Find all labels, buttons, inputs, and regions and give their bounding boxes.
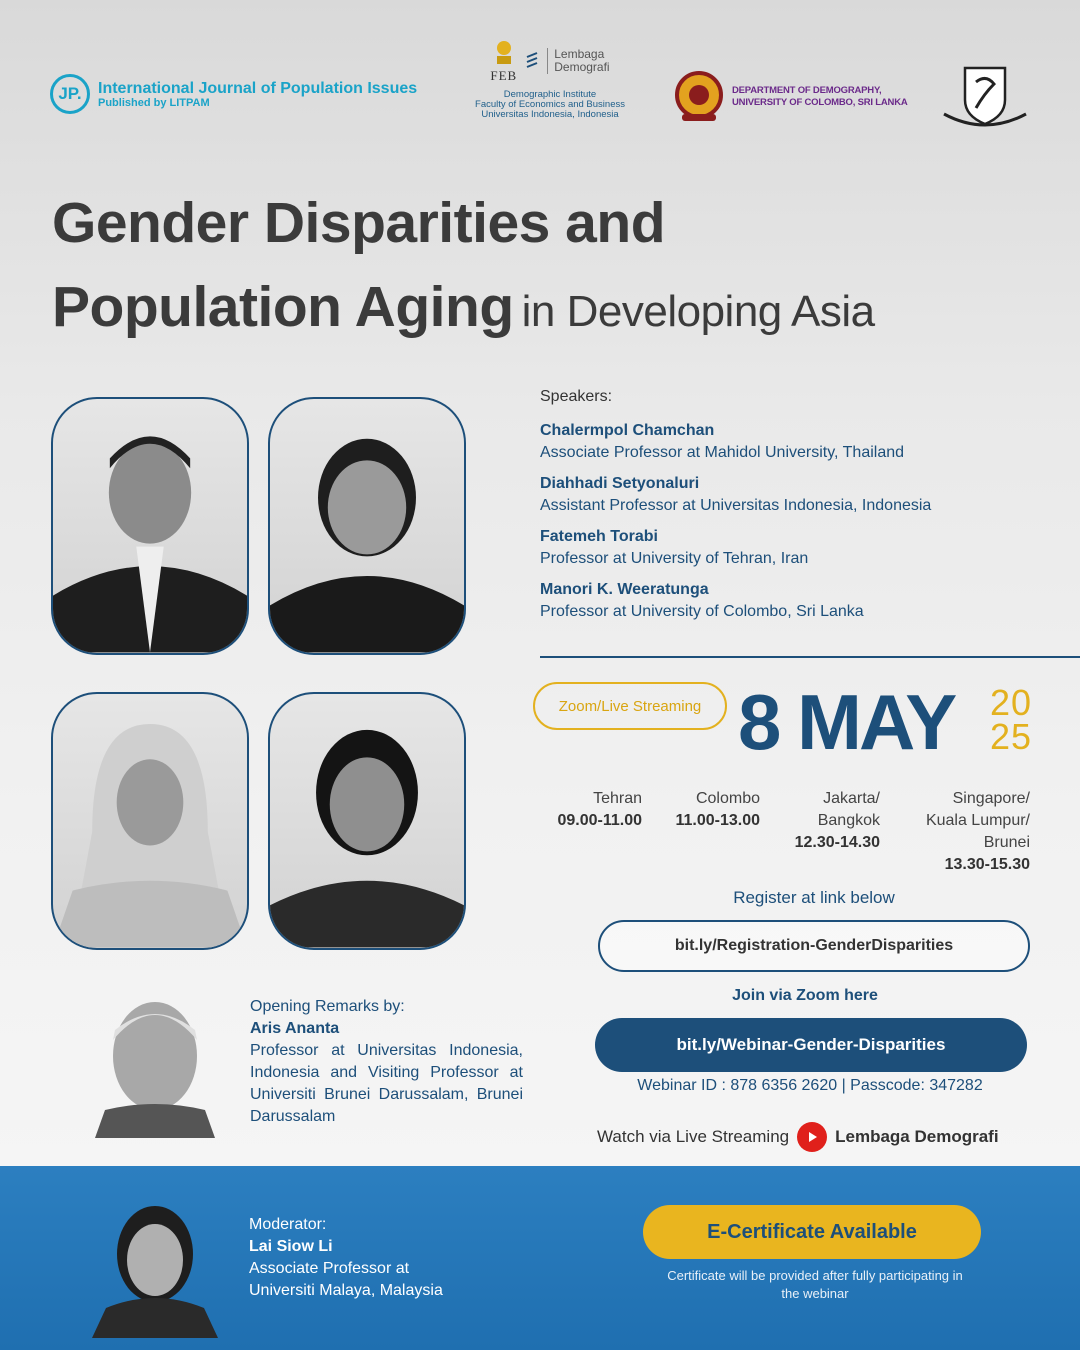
lembaga-stripes-icon: [525, 49, 539, 73]
feb-logo: [464, 38, 636, 120]
stream-channel[interactable]: Lembaga Demografi: [835, 1127, 999, 1146]
event-year-bottom: 25: [990, 716, 1033, 757]
stream-label: Watch via Live Streaming: [597, 1127, 790, 1146]
timezone-city: Brunei: [983, 834, 1030, 851]
speaker-item: [540, 579, 1060, 623]
portrait-elder-man-icon: [95, 990, 215, 1138]
lembaga-line1: Lembaga: [554, 47, 605, 61]
zoom-label: Join via Zoom here: [732, 987, 878, 1004]
speaker-item: [540, 473, 1060, 517]
speaker-role: Assistant Professor at Universitas Indonesia, Indonesia: [540, 497, 932, 514]
ijp-title: International Journal of Population Issues: [98, 79, 418, 97]
ijp-logo: [50, 74, 417, 114]
feb-caption-2: Faculty of Economics and Business: [475, 99, 625, 110]
speaker-photo-chalermpol: [51, 397, 249, 655]
event-year-top: 20: [990, 682, 1033, 723]
event-year: [990, 682, 1033, 757]
speaker-photo-diahhadi: [268, 397, 466, 655]
ijp-mark-icon: JP.: [50, 74, 90, 114]
feb-caption: [464, 90, 636, 120]
moderator-role-2: Universiti Malaya, Malaysia: [249, 1282, 443, 1299]
colombo-crest-icon: [674, 70, 724, 124]
timezone-jakarta: [770, 788, 880, 854]
timezone-time: 11.00-13.00: [675, 812, 760, 829]
event-title-bold: Population Aging: [52, 275, 514, 339]
register-label: Register at link below: [733, 888, 895, 907]
timezone-time: 13.30-15.30: [944, 856, 1030, 873]
timezone-city: Colombo: [695, 790, 760, 807]
timezone-tehran: [540, 788, 642, 832]
speaker-role: Associate Professor at Mahidol University, Thailand: [540, 444, 905, 461]
e-certificate-badge: E-Certificate Available: [643, 1205, 981, 1259]
opening-label: Opening Remarks by:: [250, 998, 405, 1015]
speaker-name: Diahhadi Setyonaluri: [540, 475, 700, 492]
ijp-subtitle: Published by LITPAM: [98, 96, 210, 109]
timezone-city: Tehran: [593, 790, 642, 807]
timezone-singapore: [895, 788, 1030, 876]
moderator-info: [249, 1214, 443, 1302]
speaker-photo-fatemeh: [51, 692, 249, 950]
speaker-name: Chalermpol Chamchan: [540, 422, 715, 439]
timezone-city: Jakarta/: [823, 790, 880, 807]
speaker-role: Professor at University of Colombo, Sri Lanka: [540, 603, 864, 620]
portrait-woman-icon: [270, 399, 464, 653]
opening-remarks: [250, 996, 523, 1128]
feb-label: FEB: [490, 68, 518, 83]
speaker-name: Fatemeh Torabi: [540, 528, 658, 545]
shield-logo-icon: [940, 64, 1030, 139]
feb-caption-3: Universitas Indonesia, Indonesia: [481, 109, 619, 120]
event-title-line2: [52, 274, 875, 340]
moderator-role-1: Associate Professor at: [249, 1260, 410, 1277]
timezone-colombo: [660, 788, 760, 832]
colombo-dept-logo: [674, 70, 908, 124]
speakers-list: [540, 388, 1060, 632]
moderator-photo: [92, 1188, 218, 1338]
timezone-city: Bangkok: [817, 812, 880, 829]
lembaga-demografi-text: [547, 48, 609, 74]
speaker-role: Professor at University of Tehran, Iran: [540, 550, 809, 567]
portrait-hijab-icon: [53, 694, 247, 948]
timezone-city: Singapore/: [952, 790, 1030, 807]
portrait-woman-icon: [270, 694, 464, 948]
speakers-heading: Speakers:: [540, 388, 613, 405]
lembaga-line2: Demografi: [554, 60, 610, 74]
speaker-photo-manori: [268, 692, 466, 950]
webinar-credentials: Webinar ID : 878 6356 2620 | Passcode: 347282: [637, 1077, 983, 1094]
registration-link[interactable]: bit.ly/Registration-GenderDisparities: [598, 920, 1030, 972]
timezone-city: Kuala Lumpur/: [925, 812, 1030, 829]
ui-crest-icon: [491, 38, 517, 68]
event-mode-badge: Zoom/Live Streaming: [533, 682, 727, 730]
opening-speaker-photo: [95, 990, 215, 1138]
event-date: 8 MAY: [738, 678, 955, 766]
speaker-item: [540, 526, 1060, 570]
dept-line2: UNIVERSITY OF COLOMBO, SRI LANKA: [732, 97, 908, 108]
timezone-time: 12.30-14.30: [794, 834, 880, 851]
portrait-woman-icon: [92, 1188, 218, 1338]
opening-name: Aris Ananta: [250, 1020, 340, 1037]
opening-desc: Professor at Universitas Indonesia, Indonesia and Visiting Professor at Universiti Brunei Darussalam, Brunei Darussalam: [250, 1042, 523, 1125]
speaker-item: [540, 420, 1060, 464]
event-title-light: in Developing Asia: [521, 287, 875, 336]
speaker-name: Manori K. Weeratunga: [540, 581, 709, 598]
feb-caption-1: Demographic Institute: [503, 89, 597, 100]
portrait-man-icon: [53, 399, 247, 653]
live-stream-row: [597, 1122, 999, 1152]
event-title-line1: Gender Disparities and: [52, 191, 666, 255]
moderator-label: Moderator:: [249, 1216, 327, 1233]
youtube-icon[interactable]: [797, 1122, 827, 1152]
moderator-name: Lai Siow Li: [249, 1238, 333, 1255]
zoom-link-button[interactable]: bit.ly/Webinar-Gender-Disparities: [595, 1018, 1027, 1072]
dept-line1: DEPARTMENT OF DEMOGRAPHY,: [732, 85, 882, 96]
section-divider: [540, 656, 1080, 658]
certificate-note: Certificate will be provided after fully participating in the webinar: [667, 1268, 963, 1301]
timezone-time: 09.00-11.00: [557, 812, 642, 829]
